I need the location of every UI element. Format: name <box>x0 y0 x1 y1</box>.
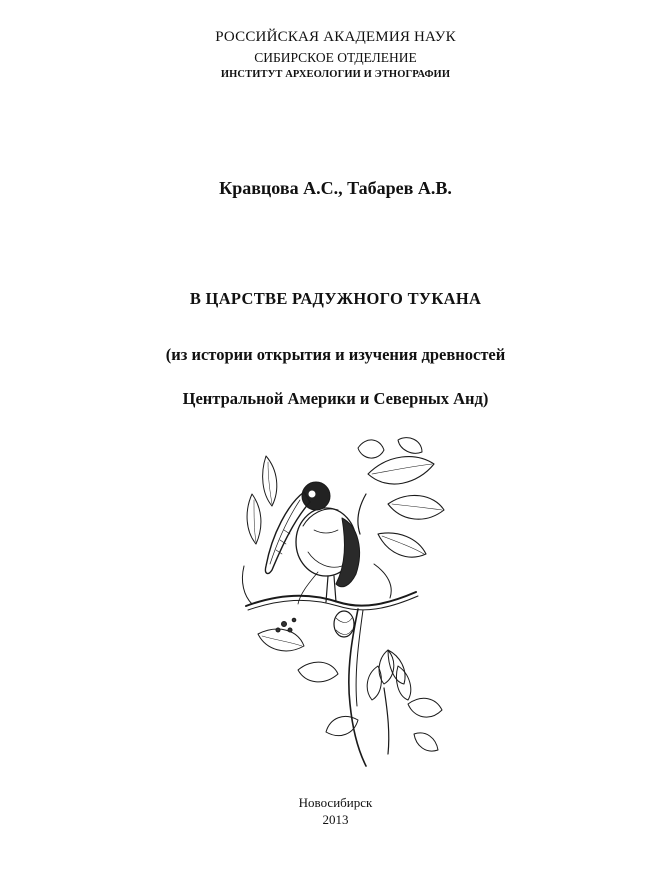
authors: Кравцова А.С., Табарев А.В. <box>219 178 452 198</box>
toucan-illustration-icon <box>238 434 448 769</box>
book-title: В ЦАРСТВЕ РАДУЖНОГО ТУКАНА <box>189 289 482 308</box>
subtitle-line-1: (из истории открытия и изучения древностей <box>165 345 506 364</box>
branch-name: СИБИРСКОЕ ОТДЕЛЕНИЕ <box>254 50 417 65</box>
publication-year: 2013 <box>322 812 349 827</box>
subtitle-line-2: Центральной Америки и Северных Анд) <box>182 389 489 408</box>
publication-city: Новосибирск <box>298 795 373 810</box>
academy-name: РОССИЙСКАЯ АКАДЕМИЯ НАУК <box>215 29 456 45</box>
institute-name: ИНСТИТУТ АРХЕОЛОГИИ И ЭТНОГРАФИИ <box>220 69 451 80</box>
